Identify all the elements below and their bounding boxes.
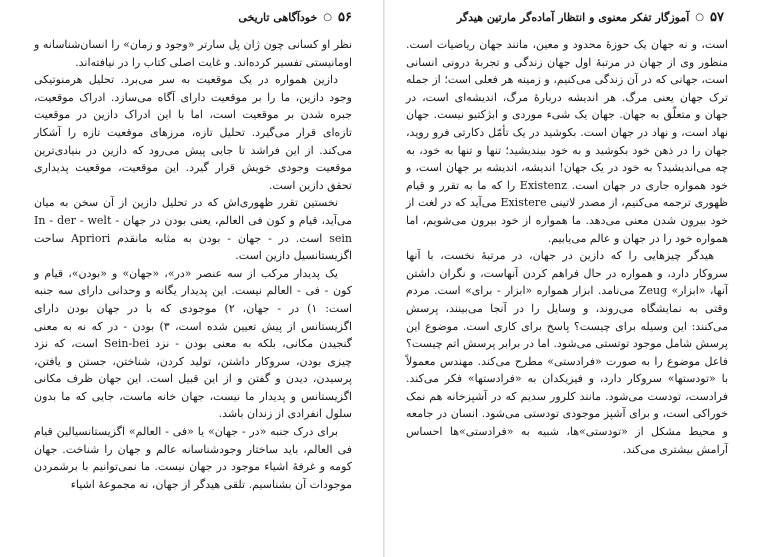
header-separator-icon: ○	[695, 11, 705, 23]
right-paragraph-2: هیدگر چیزهایی را که دازین در جهان، در مرتبهٔ نخست، با آنها سروکار دارد، و همواره در حال فراهم کردن آنهاست، و نگران داشتن آنها، «ابزار» Zeug می‌نامد. ابزار همواره «ابزار - برای» است. مردم وقتی به نمایشگاه می‌روند، و وسایل را در آنجا می‌بینند، پرسش می‌کنند: این وسیله برای چیست؟ پاسخ برای کاری است. موضوع این پرسش شامل موجود توتستی می‌شود. اما در برابر پرسش اتم چیست؟ فاعل موضوع را به صورت «فرادستی» مطرح می‌کند. مهندس معمولاً با «تودستها» سروکار دارد، و فیزیکدان به «فرادستها» فکر می‌کند. فرادست، تودست می‌شود. مانند کلرور سدیم که در آشپزخانه هم نمک خوراکی است، و برای آشپز موجودی تودستی می‌شود. انسان در جامعه و محیط مشکل از «تودستی»ها، شبیه به «فرادستی»ها احساس آرامش بیشتری می‌کند.	[406, 249, 728, 456]
right-page-body	[406, 36, 728, 458]
right-page-header	[457, 8, 724, 26]
right-running-title: آموزگار تفکر معنوی و انتظار آماده‌گر مارتین هیدگر	[456, 10, 690, 24]
left-running-title: خودآگاهی تاریخی	[238, 10, 318, 24]
left-paragraph-4: یک پدیدار مرکب از سه عنصر «در»، «جهان» و «بودن»، قیام و کون - فی - العالم نیست. این پدیدار یگانه و وحدانی دارای سه جنبه است: ۱) در - جهان، ۲) موجودی که با در جهان بودن دارای اگزیستانس از پیش تعیین شده است، ۳) بودن - در که نه به معنی گنجیدن مکانی، بلکه به معنی بودن - نزد Sein-bei است، که نزد چیزی بودن، سروکار داشتن، تولید کردن، شناختن، جستن و یافتن، پرسیدن، دیدن و گفتن و از این قبیل است. این جهان ظرف مکانی اگزیستانس و پدیدار ما نیست، جهان خانه ماست، جایی که ما بدون سلول انفرادی از زندان باشد.	[34, 266, 353, 421]
left-paragraph-3: نخستین تقرر ظهوری‌اش که در تحلیل دازین از آن سخن به میان می‌آید، قیام و کون فی العالم، یعنی بودن در جهان In - der - welt - sein است. در - جهان - بودن به مثابه مانقدم Apriori ساحت اگزیستانسیل دازین است.	[34, 196, 352, 263]
header-separator-icon: ○	[323, 11, 333, 23]
left-paragraph-1: نظر او کسانی چون ژان پل سارتر «وجود و زمان» را انسان‌شناسانه و اومانیستی تفسیر کرده‌اند. و غایت اصلی کتاب را در نیافته‌اند.	[34, 38, 352, 69]
left-paragraph-2: دازین همواره در یک موقعیت به سر می‌برد. تحلیل هرمنوتیکی وجود دازین، ما را بر موقعیت دارای آگاه می‌سازد. ادراک موقعیت، جبره شدن بر موقعیت است، اما با این ادراک دازین در موقعیت تازه‌ای قرار می‌گیرد. تحلیل تازه، مرزهای موقعیت تازه را آشکار می‌کند. از این فراشد تا جایی پیش می‌رود که دازین در بنیادی‌ترین موقعیت وجودی خویش قرار گیرد. این موقعیت، موقعیت پدیداری تحقق دازین است.	[34, 73, 352, 192]
left-page-number: ۵۶	[338, 9, 352, 25]
left-page-body	[34, 36, 352, 493]
right-paragraph-1: است، و نه جهان یک حوزهٔ محدود و معین، مانند جهان ریاضیات است. منظور وی از جهان در مرتبهٔ اول جهان زندگی و تجربهٔ درونی انسانی است، جهانی که در آن زندگی می‌کنیم، و زمینه هر فعلی است؛ از جمله ترک جهان یعنی مرگ. هر اندیشه دربارهٔ مرگ، اندیشه‌ای است، در جهان و متعلّق به جهان. جهان یک شیء موردی و ابژکتیو نیست. جهان نهاد است، و نهاد در جهان است. بکوشید در یک تأمّل دکارتی فرو روید، جهان را در ذهن خود بکوشید و به خود بیندیشید؛ تنها و تنها به خود، به چه می‌اندیشید؟ به خود در یک جهان! اندیشه، اندیشه بر جهان است، و خود همواره جاری در جهان است. Existenz را که ما به تقرر و قیام ظهوری ترجمه می‌کنیم، از مصدر لاتینی Existere می‌آید که در لغت از خود بیرون شدن معنی می‌دهد. ما همواره از خود بیرون می‌شویم، اما همواره خود را در جهان و عالم می‌یابیم.	[406, 38, 728, 245]
right-page	[384, 0, 768, 557]
left-paragraph-5: برای درک جنبه «در - جهان» یا «فی - العالم» اگزیستانسیالین قیام فی العالم، باید ساختار وجودشناسانه عالم و جهان را شناخت. جهان کومه و غرفهٔ اشیاء موجود در جهان نیست. ما نمی‌توانیم با برشمردن موجودات آن بشناسیم. تلقی هیدگر از جهان، نه مجموعهٔ اشیاء	[34, 425, 352, 491]
left-page-header	[238, 8, 352, 26]
right-page-number: ۵۷	[710, 9, 724, 25]
